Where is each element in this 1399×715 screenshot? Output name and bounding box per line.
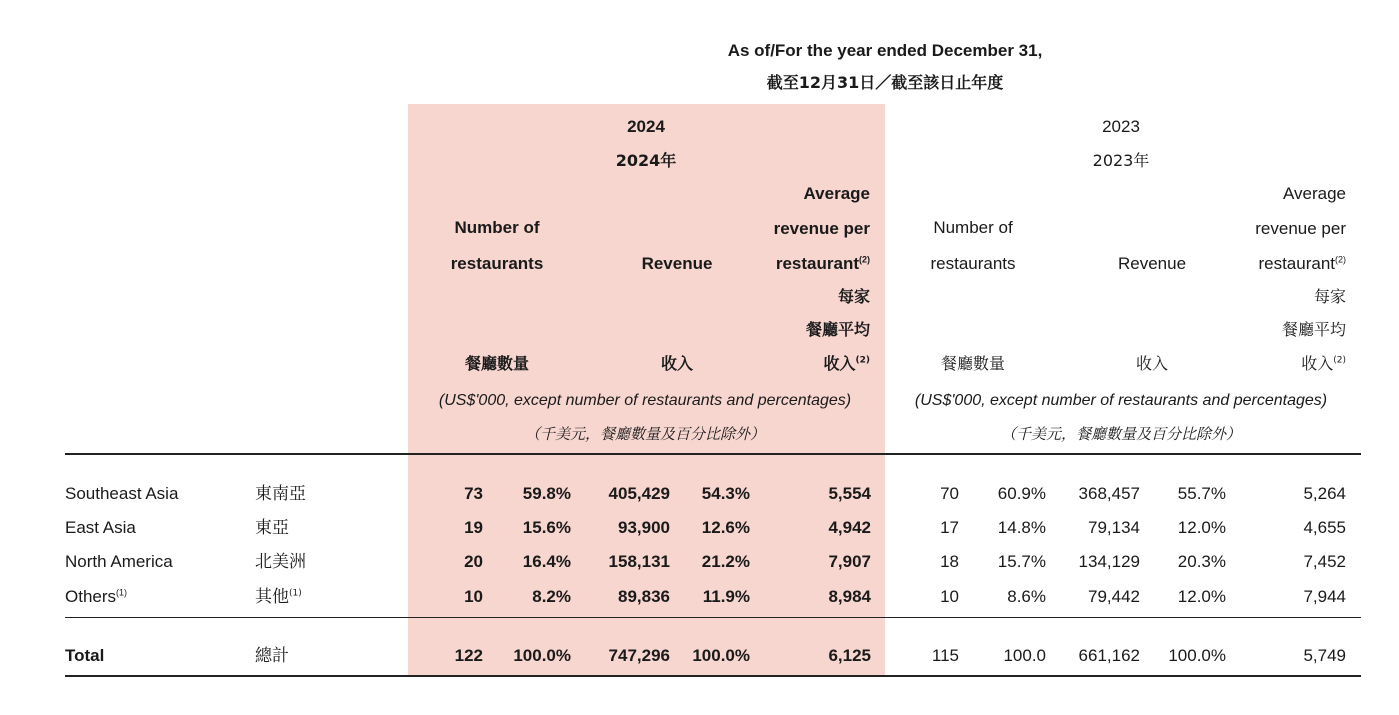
cell-avg-2024: 5,554 bbox=[828, 484, 871, 503]
avg-header-2023-l1: Average bbox=[1282, 184, 1346, 203]
avg-header-2024-l3: restaurant$^{(2)}$ bbox=[775, 254, 870, 273]
cell-avg-2023: 4,655 bbox=[1303, 518, 1346, 537]
total-num-2024: 122 bbox=[454, 646, 483, 665]
year-2024: 2024 bbox=[627, 117, 665, 136]
year-2024-zh: 2024年 bbox=[615, 151, 677, 170]
cell-rev-pct-2023: 55.7% bbox=[1177, 484, 1226, 503]
total-rule-bottom bbox=[65, 675, 1361, 677]
cell-rev-2023: 368,457 bbox=[1078, 484, 1140, 503]
row-label-zh: 北美洲 bbox=[255, 552, 306, 572]
avg-header-2023-l3: restaurant$^{(2)}$ bbox=[1258, 254, 1346, 273]
unit-note-2023: (US$'000, except number of restaurants and percentages) bbox=[914, 392, 1328, 409]
cell-rev-pct-2023: 20.3% bbox=[1177, 552, 1226, 571]
row-label-zh: 東南亞 bbox=[255, 484, 306, 504]
avg-zh-2023-l2: 餐廳平均 bbox=[1281, 320, 1346, 339]
cell-num-pct-2024: 16.4% bbox=[522, 552, 571, 571]
row-label-en: East Asia bbox=[65, 518, 136, 537]
unit-note-2024: (US$'000, except number of restaurants and percentages) bbox=[438, 392, 852, 409]
cell-num-pct-2023: 8.6% bbox=[1007, 587, 1046, 606]
cell-num-pct-2024: 15.6% bbox=[522, 518, 571, 537]
cell-rev-pct-2023: 12.0% bbox=[1177, 518, 1226, 537]
row-label-zh: 東亞 bbox=[255, 518, 289, 538]
cell-num-2023: 17 bbox=[940, 518, 959, 537]
total-num-pct-2024: 100.0% bbox=[513, 646, 571, 665]
year-2023: 2023 bbox=[1102, 117, 1140, 136]
cell-rev-2024: 89,836 bbox=[618, 587, 670, 606]
cell-num-2024: 20 bbox=[464, 552, 483, 571]
cell-rev-2024: 158,131 bbox=[608, 552, 670, 571]
cell-num-2023: 70 bbox=[940, 484, 959, 503]
num-zh-2023: 餐廳數量 bbox=[940, 354, 1006, 373]
num-header-2024-l2: restaurants bbox=[450, 254, 544, 273]
cell-num-pct-2024: 59.8% bbox=[522, 484, 571, 503]
num-header-2023-l2: restaurants bbox=[930, 254, 1016, 273]
cell-num-2024: 10 bbox=[464, 587, 483, 606]
header-rule bbox=[65, 453, 1361, 455]
row-label-en: Southeast Asia bbox=[65, 484, 179, 503]
total-rev-pct-2024: 100.0% bbox=[692, 646, 750, 665]
cell-num-2023: 18 bbox=[940, 552, 959, 571]
cell-num-2024: 73 bbox=[464, 484, 483, 503]
total-label-zh: 總計 bbox=[255, 646, 289, 666]
row-label-en: North America bbox=[65, 552, 173, 571]
unit-note-zh-2023: （千美元，餐廳數量及百分比除外） bbox=[1000, 425, 1242, 443]
total-num-pct-2023: 100.0 bbox=[1003, 646, 1046, 665]
total-rev-2024: 747,296 bbox=[608, 646, 670, 665]
cell-avg-2023: 7,944 bbox=[1303, 587, 1346, 606]
avg-zh-2024-l1: 每家 bbox=[837, 287, 870, 306]
cell-avg-2024: 4,942 bbox=[828, 518, 871, 537]
cell-rev-2024: 405,429 bbox=[608, 484, 670, 503]
total-label-en: Total bbox=[65, 646, 105, 665]
row-label-en: Others$^{(1)}$ bbox=[65, 587, 128, 606]
total-avg-2023: 5,749 bbox=[1303, 646, 1346, 665]
num-zh-2024: 餐廳數量 bbox=[464, 354, 530, 373]
cell-num-pct-2024: 8.2% bbox=[532, 587, 571, 606]
num-header-2023: Number of bbox=[933, 218, 1013, 237]
cell-num-pct-2023: 15.7% bbox=[997, 552, 1046, 571]
total-rev-2023: 661,162 bbox=[1078, 646, 1140, 665]
cell-rev-pct-2024: 12.6% bbox=[701, 518, 750, 537]
avg-zh-2023-l3: 收入$^{(2)}$ bbox=[1301, 354, 1346, 373]
year-2023-zh: 2023年 bbox=[1092, 151, 1150, 170]
period-title-zh: 截至12月31日／截至該日止年度 bbox=[766, 73, 1004, 92]
cell-rev-pct-2023: 12.0% bbox=[1177, 587, 1226, 606]
cell-rev-2024: 93,900 bbox=[618, 518, 670, 537]
cell-rev-pct-2024: 11.9% bbox=[702, 587, 750, 606]
avg-zh-2023-l1: 每家 bbox=[1313, 287, 1346, 306]
rev-header-2023: Revenue bbox=[1117, 254, 1187, 273]
cell-avg-2023: 5,264 bbox=[1303, 484, 1346, 503]
total-rev-pct-2023: 100.0% bbox=[1168, 646, 1226, 665]
rev-zh-2024: 收入 bbox=[660, 354, 694, 373]
row-label-zh: 其他$^{(1)}$ bbox=[255, 587, 302, 607]
cell-avg-2023: 7,452 bbox=[1303, 552, 1346, 571]
cell-rev-2023: 79,442 bbox=[1088, 587, 1140, 606]
cell-avg-2024: 8,984 bbox=[828, 587, 871, 606]
avg-zh-2024-l2: 餐廳平均 bbox=[805, 320, 870, 339]
cell-num-pct-2023: 60.9% bbox=[997, 484, 1046, 503]
total-avg-2024: 6,125 bbox=[828, 646, 871, 665]
period-title-en: As of/For the year ended December 31, bbox=[727, 41, 1043, 60]
cell-num-pct-2023: 14.8% bbox=[997, 518, 1046, 537]
unit-note-zh-2024: （千美元，餐廳數量及百分比除外） bbox=[524, 425, 766, 443]
cell-rev-2023: 134,129 bbox=[1078, 552, 1140, 571]
cell-avg-2024: 7,907 bbox=[828, 552, 871, 571]
rev-zh-2023: 收入 bbox=[1135, 354, 1169, 373]
cell-rev-2023: 79,134 bbox=[1088, 518, 1140, 537]
avg-header-2024-l1: Average bbox=[803, 184, 870, 203]
avg-zh-2024-l3: 收入$^{(2)}$ bbox=[823, 354, 870, 373]
total-num-2023: 115 bbox=[931, 646, 959, 665]
total-rule-top bbox=[65, 617, 1361, 618]
num-header-2024: Number of bbox=[454, 218, 540, 237]
rev-header-2024: Revenue bbox=[641, 254, 713, 273]
avg-header-2023-l2: revenue per bbox=[1255, 219, 1346, 238]
cell-rev-pct-2024: 54.3% bbox=[701, 484, 750, 503]
avg-header-2024-l2: revenue per bbox=[773, 219, 870, 238]
cell-rev-pct-2024: 21.2% bbox=[701, 552, 750, 571]
cell-num-2024: 19 bbox=[464, 518, 483, 537]
cell-num-2023: 10 bbox=[940, 587, 959, 606]
